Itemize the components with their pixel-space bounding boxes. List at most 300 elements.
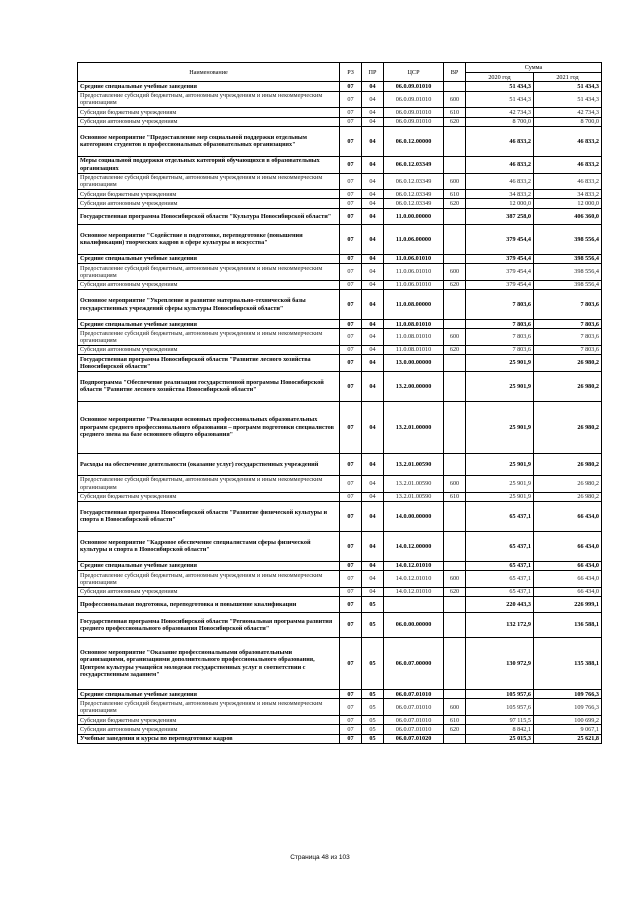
cell-name: Средние специальные учебные заведения: [78, 254, 340, 263]
cell-csr: 06.0.09.01010: [384, 108, 444, 117]
table-row: [78, 587, 602, 596]
cell-2021: 26 980,2: [534, 355, 602, 372]
cell-vr: [444, 613, 466, 638]
cell-vr: [444, 690, 466, 699]
cell-name: Субсидии бюджетным учреждениям: [78, 108, 340, 117]
header-csr: ЦСР: [384, 63, 444, 82]
cell-name: Субсидии автономным учреждениям: [78, 587, 340, 596]
cell-pr: 04: [362, 329, 384, 346]
cell-pr: 04: [362, 571, 384, 588]
cell-2021: 46 833,2: [534, 173, 602, 190]
cell-pr: 04: [362, 355, 384, 372]
cell-pr: 04: [362, 156, 384, 173]
cell-csr: 11.0.08.01010: [384, 345, 444, 354]
cell-name: Расходы на обеспечение деятельности (оказание услуг) государственных учреждений: [78, 453, 340, 475]
cell-2020: 65 437,1: [466, 571, 534, 588]
cell-vr: 620: [444, 725, 466, 734]
cell-2020: 7 803,6: [466, 290, 534, 320]
cell-2020: 7 803,6: [466, 320, 534, 329]
cell-2020: 25 901,9: [466, 355, 534, 372]
cell-vr: 620: [444, 280, 466, 289]
table-row: [78, 91, 602, 108]
cell-2021: 398 556,4: [534, 224, 602, 254]
cell-pr: 04: [362, 199, 384, 208]
cell-name: Субсидии бюджетным учреждениям: [78, 190, 340, 199]
cell-2021: 226 999,1: [534, 597, 602, 613]
cell-name: Предоставление субсидий бюджетным, автономным учреждениям и иным некоммерческим организациям: [78, 173, 340, 190]
cell-name: Меры социальной поддержки отдельных категорий обучающихся в образовательных организациях: [78, 156, 340, 173]
cell-vr: [444, 401, 466, 453]
cell-2020: 65 437,1: [466, 501, 534, 531]
cell-csr: 11.0.06.01010: [384, 264, 444, 281]
cell-csr: 06.0.07.00000: [384, 638, 444, 690]
cell-vr: [444, 597, 466, 613]
cell-rz: 07: [340, 329, 362, 346]
cell-pr: 04: [362, 290, 384, 320]
cell-2020: 25 901,9: [466, 492, 534, 501]
cell-rz: 07: [340, 199, 362, 208]
cell-csr: 06.0.07.01010: [384, 699, 444, 716]
cell-rz: 07: [340, 355, 362, 372]
cell-2021: 12 000,0: [534, 199, 602, 208]
cell-2021: 26 980,2: [534, 371, 602, 401]
cell-pr: 04: [362, 126, 384, 156]
cell-name: Основное мероприятие "Укрепление и развитие материально-технической базы государственных учреждений сферы культуры Новосибирской области": [78, 290, 340, 320]
cell-2020: 379 454,4: [466, 224, 534, 254]
cell-csr: 11.0.06.00000: [384, 224, 444, 254]
cell-name: Предоставление субсидий бюджетным, автономным учреждениям и иным некоммерческим организациям: [78, 475, 340, 492]
cell-csr: 06.0.09.01010: [384, 82, 444, 91]
table-row: [78, 716, 602, 725]
cell-name: Субсидии бюджетным учреждениям: [78, 492, 340, 501]
cell-rz: 07: [340, 126, 362, 156]
cell-rz: 07: [340, 571, 362, 588]
header-vr: ВР: [444, 63, 466, 82]
cell-name: Предоставление субсидий бюджетным, автономным учреждениям и иным некоммерческим организациям: [78, 91, 340, 108]
cell-csr: 13.0.00.00000: [384, 355, 444, 372]
cell-2020: 8 842,1: [466, 725, 534, 734]
cell-pr: 04: [362, 501, 384, 531]
table-row: [78, 613, 602, 638]
cell-csr: 13.2.01.00590: [384, 475, 444, 492]
cell-csr: [384, 597, 444, 613]
cell-2021: 398 556,4: [534, 280, 602, 289]
cell-name: Средние специальные учебные заведения: [78, 320, 340, 329]
cell-2020: 51 434,3: [466, 91, 534, 108]
cell-pr: 05: [362, 690, 384, 699]
header-sum: Сумма: [466, 63, 602, 73]
cell-pr: 04: [362, 531, 384, 561]
budget-table-container: [77, 62, 601, 744]
cell-vr: [444, 126, 466, 156]
cell-rz: 07: [340, 531, 362, 561]
header-name: Наименование: [78, 63, 340, 82]
cell-rz: 07: [340, 501, 362, 531]
cell-2021: 66 434,0: [534, 501, 602, 531]
cell-2021: 109 766,3: [534, 690, 602, 699]
cell-rz: 07: [340, 208, 362, 224]
cell-vr: [444, 371, 466, 401]
cell-pr: 04: [362, 587, 384, 596]
cell-vr: 600: [444, 91, 466, 108]
cell-csr: 06.0.12.03349: [384, 173, 444, 190]
cell-csr: 06.0.07.01010: [384, 690, 444, 699]
table-row: [78, 571, 602, 588]
cell-pr: 04: [362, 108, 384, 117]
cell-2020: 25 901,9: [466, 453, 534, 475]
cell-2021: 42 734,3: [534, 108, 602, 117]
cell-rz: 07: [340, 492, 362, 501]
cell-rz: 07: [340, 264, 362, 281]
cell-2020: 65 437,1: [466, 587, 534, 596]
cell-pr: 04: [362, 264, 384, 281]
table-row: [78, 401, 602, 453]
header-rz: РЗ: [340, 63, 362, 82]
cell-rz: 07: [340, 475, 362, 492]
cell-name: Предоставление субсидий бюджетным, автономным учреждениям и иным некоммерческим организациям: [78, 699, 340, 716]
cell-vr: [444, 208, 466, 224]
cell-rz: 07: [340, 254, 362, 263]
cell-rz: 07: [340, 156, 362, 173]
cell-2021: 7 803,6: [534, 345, 602, 354]
header-year-2020: 2020 год: [466, 73, 534, 82]
cell-name: Средние специальные учебные заведения: [78, 561, 340, 570]
cell-vr: 600: [444, 173, 466, 190]
cell-name: Субсидии автономным учреждениям: [78, 345, 340, 354]
cell-pr: 04: [362, 453, 384, 475]
cell-name: Основное мероприятие "Содействие в подготовке, переподготовке (повышении квалификации) творческих кадров в сфере культуры и искусства": [78, 224, 340, 254]
cell-2021: 9 067,1: [534, 725, 602, 734]
cell-name: Основное мероприятие "Предоставление мер социальной поддержки отдельным категориям студентов в профессиональных образовательных организациях": [78, 126, 340, 156]
cell-2020: 25 901,9: [466, 475, 534, 492]
table-row: [78, 254, 602, 263]
cell-2021: 136 588,1: [534, 613, 602, 638]
cell-2020: 130 972,9: [466, 638, 534, 690]
cell-vr: 620: [444, 345, 466, 354]
cell-pr: 04: [362, 345, 384, 354]
cell-vr: [444, 320, 466, 329]
cell-csr: 11.0.08.01010: [384, 320, 444, 329]
cell-pr: 05: [362, 597, 384, 613]
cell-csr: 06.0.07.01010: [384, 716, 444, 725]
table-row: [78, 156, 602, 173]
cell-rz: 07: [340, 108, 362, 117]
cell-vr: 600: [444, 475, 466, 492]
cell-vr: [444, 82, 466, 91]
table-header: [78, 63, 602, 82]
cell-rz: 07: [340, 597, 362, 613]
table-row: [78, 690, 602, 699]
cell-2020: 8 700,0: [466, 117, 534, 126]
table-row: [78, 531, 602, 561]
cell-2020: 46 833,2: [466, 126, 534, 156]
table-row: [78, 638, 602, 690]
cell-rz: 07: [340, 401, 362, 453]
cell-2021: 51 434,3: [534, 82, 602, 91]
cell-pr: 04: [362, 492, 384, 501]
cell-csr: 06.0.09.01010: [384, 117, 444, 126]
cell-pr: 05: [362, 734, 384, 743]
cell-pr: 04: [362, 208, 384, 224]
cell-pr: 04: [362, 371, 384, 401]
cell-csr: 14.0.12.01010: [384, 571, 444, 588]
cell-2021: 66 434,0: [534, 531, 602, 561]
cell-vr: 610: [444, 492, 466, 501]
cell-vr: 600: [444, 699, 466, 716]
cell-2021: 26 980,2: [534, 453, 602, 475]
budget-table: [77, 62, 602, 744]
cell-vr: [444, 453, 466, 475]
cell-name: Субсидии бюджетным учреждениям: [78, 716, 340, 725]
cell-name: Основное мероприятие "Оказание профессиональными образовательными организациями, организациями дополнительного профессионального образования, Центром культуры учащейся молодежи государственных услуг в соответствии с государственным заданием": [78, 638, 340, 690]
cell-csr: 11.0.08.00000: [384, 290, 444, 320]
table-row: [78, 126, 602, 156]
cell-rz: 07: [340, 716, 362, 725]
cell-name: Средние специальные учебные заведения: [78, 82, 340, 91]
cell-name: Учебные заведения и курсы по переподготовке кадров: [78, 734, 340, 743]
cell-2021: 51 434,3: [534, 91, 602, 108]
cell-rz: 07: [340, 699, 362, 716]
table-row: [78, 699, 602, 716]
cell-csr: 14.0.12.01010: [384, 561, 444, 570]
cell-csr: 11.0.00.00000: [384, 208, 444, 224]
cell-csr: 06.0.00.00000: [384, 613, 444, 638]
cell-pr: 05: [362, 699, 384, 716]
cell-csr: 13.2.01.00590: [384, 453, 444, 475]
cell-2020: 105 957,6: [466, 699, 534, 716]
cell-csr: 06.0.09.01010: [384, 91, 444, 108]
cell-pr: 05: [362, 725, 384, 734]
cell-rz: 07: [340, 725, 362, 734]
cell-csr: 14.0.00.00000: [384, 501, 444, 531]
cell-2021: 66 434,0: [534, 571, 602, 588]
cell-vr: 620: [444, 587, 466, 596]
cell-name: Субсидии автономным учреждениям: [78, 280, 340, 289]
cell-2020: 379 454,4: [466, 280, 534, 289]
cell-2021: 398 556,4: [534, 254, 602, 263]
cell-2021: 406 360,0: [534, 208, 602, 224]
cell-rz: 07: [340, 371, 362, 401]
cell-vr: [444, 734, 466, 743]
cell-vr: [444, 156, 466, 173]
cell-rz: 07: [340, 173, 362, 190]
cell-vr: [444, 501, 466, 531]
cell-vr: 610: [444, 190, 466, 199]
cell-rz: 07: [340, 91, 362, 108]
cell-2021: 26 980,2: [534, 492, 602, 501]
cell-rz: 07: [340, 613, 362, 638]
cell-rz: 07: [340, 734, 362, 743]
cell-name: Субсидии автономным учреждениям: [78, 199, 340, 208]
cell-pr: 04: [362, 224, 384, 254]
cell-csr: 06.0.12.00000: [384, 126, 444, 156]
table-row: [78, 355, 602, 372]
cell-pr: 04: [362, 561, 384, 570]
cell-pr: 04: [362, 82, 384, 91]
cell-pr: 04: [362, 117, 384, 126]
table-row: [78, 734, 602, 743]
cell-2020: 12 000,0: [466, 199, 534, 208]
table-row: [78, 199, 602, 208]
cell-csr: 14.0.12.00000: [384, 531, 444, 561]
cell-pr: 04: [362, 91, 384, 108]
table-row: [78, 725, 602, 734]
table-row: [78, 173, 602, 190]
cell-rz: 07: [340, 345, 362, 354]
cell-2021: 25 621,8: [534, 734, 602, 743]
cell-pr: 05: [362, 638, 384, 690]
table-row: [78, 320, 602, 329]
cell-pr: 05: [362, 716, 384, 725]
cell-2020: 105 957,6: [466, 690, 534, 699]
table-row: [78, 561, 602, 570]
header-year-2021: 2021 год: [534, 73, 602, 82]
cell-2020: 25 015,3: [466, 734, 534, 743]
cell-name: Основное мероприятие "Реализация основных профессиональных образовательных программ среднего профессионального образования – программ подготовки специалистов среднего звена на базе основного общего образования": [78, 401, 340, 453]
cell-2021: 135 388,1: [534, 638, 602, 690]
cell-2021: 26 980,2: [534, 475, 602, 492]
cell-vr: 600: [444, 571, 466, 588]
cell-rz: 07: [340, 587, 362, 596]
cell-csr: 11.0.06.01010: [384, 280, 444, 289]
cell-2021: 100 699,2: [534, 716, 602, 725]
cell-name: Субсидии автономным учреждениям: [78, 117, 340, 126]
cell-rz: 07: [340, 561, 362, 570]
cell-rz: 07: [340, 224, 362, 254]
page-footer: Страница 48 из 103: [290, 854, 350, 861]
cell-rz: 07: [340, 690, 362, 699]
cell-2020: 132 172,9: [466, 613, 534, 638]
cell-rz: 07: [340, 453, 362, 475]
cell-csr: 13.2.01.00000: [384, 401, 444, 453]
cell-2020: 25 901,9: [466, 401, 534, 453]
cell-2021: 66 434,0: [534, 561, 602, 570]
cell-2020: 65 437,1: [466, 561, 534, 570]
cell-vr: [444, 224, 466, 254]
cell-name: Предоставление субсидий бюджетным, автономным учреждениям и иным некоммерческим организациям: [78, 329, 340, 346]
cell-2020: 387 258,0: [466, 208, 534, 224]
table-row: [78, 117, 602, 126]
table-row: [78, 597, 602, 613]
cell-vr: [444, 638, 466, 690]
table-row: [78, 208, 602, 224]
cell-csr: 11.0.06.01010: [384, 254, 444, 263]
table-row: [78, 224, 602, 254]
cell-name: Государственная программа Новосибирской области "Развитие лесного хозяйства Новосибирской области": [78, 355, 340, 372]
cell-2020: 46 833,2: [466, 173, 534, 190]
cell-pr: 04: [362, 475, 384, 492]
cell-2021: 26 980,2: [534, 401, 602, 453]
table-row: [78, 453, 602, 475]
table-row: [78, 501, 602, 531]
cell-vr: 610: [444, 716, 466, 725]
cell-vr: [444, 290, 466, 320]
cell-2021: 46 833,2: [534, 156, 602, 173]
cell-vr: 620: [444, 117, 466, 126]
cell-csr: 14.0.12.01010: [384, 587, 444, 596]
cell-csr: 11.0.08.01010: [384, 329, 444, 346]
cell-2020: 46 833,2: [466, 156, 534, 173]
cell-csr: 06.0.12.03349: [384, 156, 444, 173]
cell-rz: 07: [340, 320, 362, 329]
table-row: [78, 82, 602, 91]
table-row: [78, 371, 602, 401]
cell-rz: 07: [340, 290, 362, 320]
cell-csr: 06.0.07.01010: [384, 725, 444, 734]
cell-name: Предоставление субсидий бюджетным, автономным учреждениям и иным некоммерческим организациям: [78, 571, 340, 588]
cell-pr: 04: [362, 320, 384, 329]
cell-2021: 8 700,0: [534, 117, 602, 126]
cell-csr: 13.2.00.00000: [384, 371, 444, 401]
table-row: [78, 345, 602, 354]
cell-vr: 600: [444, 329, 466, 346]
cell-csr: 13.2.01.00590: [384, 492, 444, 501]
cell-name: Предоставление субсидий бюджетным, автономным учреждениям и иным некоммерческим организациям: [78, 264, 340, 281]
cell-pr: 04: [362, 173, 384, 190]
table-row: [78, 108, 602, 117]
cell-2020: 220 443,3: [466, 597, 534, 613]
cell-vr: [444, 561, 466, 570]
cell-name: Основное мероприятие "Кадровое обеспечение специалистами сферы физической культуры и спорта в Новосибирской области": [78, 531, 340, 561]
cell-2021: 398 556,4: [534, 264, 602, 281]
table-row: [78, 492, 602, 501]
cell-2020: 51 434,3: [466, 82, 534, 91]
cell-2021: 34 833,2: [534, 190, 602, 199]
cell-csr: 06.0.12.03349: [384, 190, 444, 199]
cell-2021: 7 803,6: [534, 290, 602, 320]
cell-csr: 06.0.12.03349: [384, 199, 444, 208]
cell-2020: 97 115,5: [466, 716, 534, 725]
cell-rz: 07: [340, 280, 362, 289]
cell-vr: [444, 531, 466, 561]
cell-rz: 07: [340, 82, 362, 91]
header-pr: ПР: [362, 63, 384, 82]
cell-vr: [444, 254, 466, 263]
cell-name: Государственная программа Новосибирской области "Культура Новосибирской области": [78, 208, 340, 224]
table-row: [78, 290, 602, 320]
table-body: [78, 82, 602, 744]
cell-2020: 7 803,6: [466, 329, 534, 346]
table-row: [78, 280, 602, 289]
cell-2020: 34 833,2: [466, 190, 534, 199]
cell-name: Подпрограмма "Обеспечение реализации государственной программы Новосибирской области "Развитие лесного хозяйства Новосибирской области": [78, 371, 340, 401]
cell-name: Профессиональная подготовка, переподготовка и повышение квалификации: [78, 597, 340, 613]
table-row: [78, 264, 602, 281]
cell-name: Субсидии автономным учреждениям: [78, 725, 340, 734]
cell-name: Государственная программа Новосибирской области "Развитие физической культуры и спорта в Новосибирской области": [78, 501, 340, 531]
cell-2020: 379 454,4: [466, 264, 534, 281]
cell-2021: 109 766,3: [534, 699, 602, 716]
cell-pr: 04: [362, 401, 384, 453]
cell-2021: 46 833,2: [534, 126, 602, 156]
cell-name: Государственная программа Новосибирской области "Региональная программа развития среднего профессионального образования Новосибирской области": [78, 613, 340, 638]
cell-pr: 05: [362, 613, 384, 638]
cell-rz: 07: [340, 117, 362, 126]
cell-pr: 04: [362, 280, 384, 289]
table-row: [78, 475, 602, 492]
cell-vr: [444, 355, 466, 372]
cell-name: Средние специальные учебные заведения: [78, 690, 340, 699]
table-row: [78, 329, 602, 346]
cell-pr: 04: [362, 254, 384, 263]
cell-2021: 7 803,6: [534, 329, 602, 346]
cell-2020: 25 901,9: [466, 371, 534, 401]
cell-2020: 42 734,3: [466, 108, 534, 117]
cell-csr: 06.0.07.01020: [384, 734, 444, 743]
cell-2021: 66 434,0: [534, 587, 602, 596]
cell-vr: 610: [444, 108, 466, 117]
cell-rz: 07: [340, 638, 362, 690]
